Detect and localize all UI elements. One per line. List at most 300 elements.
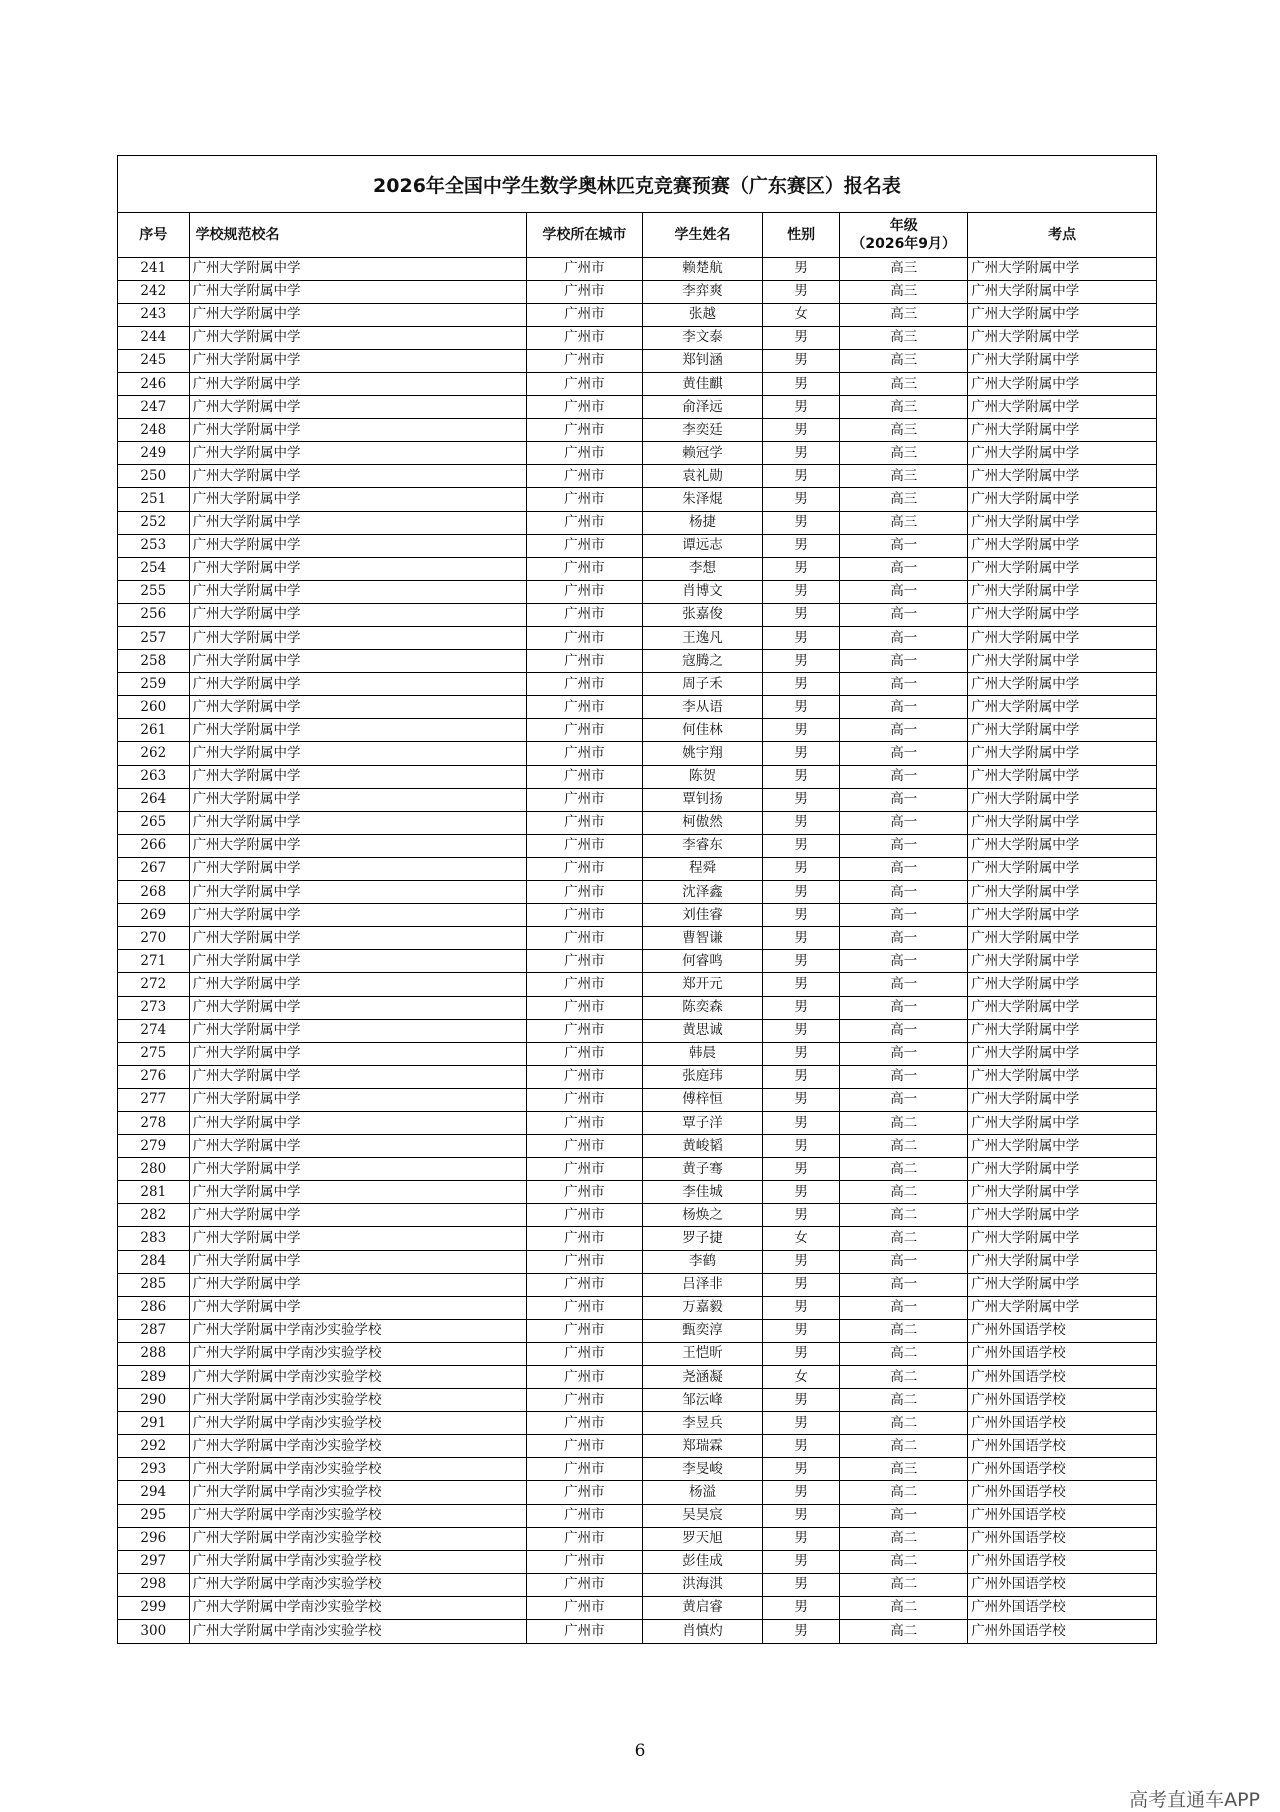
cell-grade: 高一: [840, 673, 968, 696]
cell-grade: 高一: [840, 650, 968, 673]
cell-gender: 男: [763, 1458, 840, 1481]
cell-venue: 广州外国语学校: [968, 1504, 1156, 1527]
table-row: [118, 857, 1156, 880]
cell-grade: 高一: [840, 627, 968, 650]
cell-venue: 广州大学附属中学: [968, 881, 1156, 904]
cell-name: 朱泽焜: [642, 488, 762, 511]
cell-index: 295: [118, 1504, 189, 1527]
table-row: [118, 1273, 1156, 1296]
cell-index: 263: [118, 765, 189, 788]
cell-index: 243: [118, 303, 189, 326]
table-row: [118, 1481, 1156, 1504]
cell-city: 广州市: [526, 1504, 642, 1527]
header-school: 学校规范校名: [189, 213, 526, 257]
cell-city: 广州市: [526, 627, 642, 650]
cell-city: 广州市: [526, 904, 642, 927]
cell-grade: 高一: [840, 857, 968, 880]
table-row: [118, 950, 1156, 973]
cell-grade: 高一: [840, 534, 968, 557]
cell-gender: 男: [763, 1250, 840, 1273]
cell-city: 广州市: [526, 1481, 642, 1504]
cell-name: 沈泽鑫: [642, 881, 762, 904]
cell-index: 270: [118, 927, 189, 950]
table-row: [118, 280, 1156, 303]
cell-index: 283: [118, 1227, 189, 1250]
cell-name: 周子禾: [642, 673, 762, 696]
page-number: 6: [634, 1741, 646, 1761]
cell-venue: 广州外国语学校: [968, 1573, 1156, 1596]
cell-index: 267: [118, 857, 189, 880]
cell-name: 郑钊涵: [642, 349, 762, 372]
table-row: [118, 303, 1156, 326]
cell-city: 广州市: [526, 950, 642, 973]
cell-name: 杨焕之: [642, 1204, 762, 1227]
cell-name: 覃子洋: [642, 1111, 762, 1134]
cell-name: 吕泽非: [642, 1273, 762, 1296]
cell-grade: 高三: [840, 442, 968, 465]
cell-grade: 高三: [840, 372, 968, 395]
cell-name: 黄启睿: [642, 1596, 762, 1619]
cell-name: 傅梓恒: [642, 1088, 762, 1111]
cell-gender: 男: [763, 950, 840, 973]
cell-gender: 男: [763, 1573, 840, 1596]
cell-venue: 广州大学附属中学: [968, 996, 1156, 1019]
cell-venue: 广州大学附属中学: [968, 811, 1156, 834]
header-index: 序号: [118, 213, 189, 257]
cell-name: 王逸凡: [642, 627, 762, 650]
cell-school: 广州大学附属中学南沙实验学校: [189, 1412, 526, 1435]
table-row: [118, 326, 1156, 349]
cell-gender: 男: [763, 1088, 840, 1111]
cell-city: 广州市: [526, 650, 642, 673]
cell-city: 广州市: [526, 326, 642, 349]
cell-index: 293: [118, 1458, 189, 1481]
table-row: [118, 1550, 1156, 1573]
cell-grade: 高二: [840, 1342, 968, 1365]
cell-city: 广州市: [526, 811, 642, 834]
cell-school: 广州大学附属中学: [189, 996, 526, 1019]
cell-name: 李从语: [642, 696, 762, 719]
header-grade-line1: 年级: [889, 217, 918, 234]
cell-city: 广州市: [526, 442, 642, 465]
cell-grade: 高一: [840, 1504, 968, 1527]
table-row: [118, 1042, 1156, 1065]
cell-grade: 高二: [840, 1389, 968, 1412]
cell-city: 广州市: [526, 1412, 642, 1435]
cell-grade: 高一: [840, 1019, 968, 1042]
cell-gender: 男: [763, 1435, 840, 1458]
table-row: [118, 996, 1156, 1019]
cell-grade: 高一: [840, 834, 968, 857]
header-city: 学校所在城市: [526, 213, 642, 257]
cell-name: 李昱兵: [642, 1412, 762, 1435]
cell-city: 广州市: [526, 511, 642, 534]
cell-gender: 男: [763, 1342, 840, 1365]
cell-gender: 男: [763, 765, 840, 788]
cell-gender: 男: [763, 1111, 840, 1134]
cell-name: 曹智谦: [642, 927, 762, 950]
cell-venue: 广州外国语学校: [968, 1458, 1156, 1481]
table-row: [118, 696, 1156, 719]
cell-grade: 高一: [840, 881, 968, 904]
cell-school: 广州大学附属中学: [189, 719, 526, 742]
cell-name: 陈贺: [642, 765, 762, 788]
cell-name: 李想: [642, 557, 762, 580]
cell-grade: 高二: [840, 1435, 968, 1458]
cell-index: 289: [118, 1366, 189, 1389]
cell-venue: 广州大学附属中学: [968, 580, 1156, 603]
table-row: [118, 1620, 1156, 1643]
cell-school: 广州大学附属中学: [189, 1250, 526, 1273]
table-row: [118, 349, 1156, 372]
cell-city: 广州市: [526, 1389, 642, 1412]
cell-name: 罗天旭: [642, 1527, 762, 1550]
cell-name: 李文泰: [642, 326, 762, 349]
cell-grade: 高二: [840, 1550, 968, 1573]
cell-grade: 高三: [840, 511, 968, 534]
cell-venue: 广州大学附属中学: [968, 950, 1156, 973]
cell-school: 广州大学附属中学: [189, 257, 526, 280]
cell-index: 253: [118, 534, 189, 557]
cell-name: 杨溢: [642, 1481, 762, 1504]
cell-venue: 广州大学附属中学: [968, 280, 1156, 303]
cell-school: 广州大学附属中学: [189, 534, 526, 557]
cell-index: 250: [118, 465, 189, 488]
cell-index: 297: [118, 1550, 189, 1573]
cell-grade: 高二: [840, 1181, 968, 1204]
cell-school: 广州大学附属中学: [189, 326, 526, 349]
cell-school: 广州大学附属中学: [189, 511, 526, 534]
cell-city: 广州市: [526, 349, 642, 372]
cell-index: 280: [118, 1158, 189, 1181]
cell-venue: 广州大学附属中学: [968, 396, 1156, 419]
cell-venue: 广州大学附属中学: [968, 1227, 1156, 1250]
cell-school: 广州大学附属中学南沙实验学校: [189, 1342, 526, 1365]
cell-school: 广州大学附属中学: [189, 488, 526, 511]
cell-gender: 男: [763, 834, 840, 857]
cell-city: 广州市: [526, 927, 642, 950]
cell-city: 广州市: [526, 488, 642, 511]
table-row: [118, 927, 1156, 950]
cell-grade: 高三: [840, 257, 968, 280]
cell-index: 279: [118, 1135, 189, 1158]
cell-venue: 广州大学附属中学: [968, 788, 1156, 811]
cell-grade: 高三: [840, 488, 968, 511]
cell-city: 广州市: [526, 1250, 642, 1273]
cell-school: 广州大学附属中学: [189, 1088, 526, 1111]
cell-gender: 男: [763, 557, 840, 580]
cell-city: 广州市: [526, 857, 642, 880]
cell-grade: 高二: [840, 1135, 968, 1158]
table-row: [118, 1065, 1156, 1088]
cell-venue: 广州大学附属中学: [968, 257, 1156, 280]
cell-index: 285: [118, 1273, 189, 1296]
cell-index: 273: [118, 996, 189, 1019]
cell-gender: 男: [763, 534, 840, 557]
cell-name: 赖楚航: [642, 257, 762, 280]
cell-gender: 男: [763, 1620, 840, 1643]
cell-school: 广州大学附属中学南沙实验学校: [189, 1366, 526, 1389]
cell-school: 广州大学附属中学: [189, 1111, 526, 1134]
cell-gender: 男: [763, 396, 840, 419]
table-row: [118, 1227, 1156, 1250]
cell-school: 广州大学附属中学南沙实验学校: [189, 1620, 526, 1643]
cell-index: 278: [118, 1111, 189, 1134]
cell-grade: 高三: [840, 349, 968, 372]
cell-name: 寇腾之: [642, 650, 762, 673]
cell-index: 260: [118, 696, 189, 719]
table-row: [118, 1204, 1156, 1227]
cell-venue: 广州外国语学校: [968, 1412, 1156, 1435]
cell-school: 广州大学附属中学: [189, 742, 526, 765]
cell-index: 251: [118, 488, 189, 511]
watermark: 高考直通车APP: [1129, 1789, 1260, 1811]
cell-gender: 男: [763, 1019, 840, 1042]
cell-index: 268: [118, 881, 189, 904]
table-row: [118, 1135, 1156, 1158]
cell-name: 程舜: [642, 857, 762, 880]
table-row: [118, 1019, 1156, 1042]
table-row: [118, 396, 1156, 419]
cell-name: 陈奕森: [642, 996, 762, 1019]
cell-index: 252: [118, 511, 189, 534]
table-row: [118, 442, 1156, 465]
table-header-row: [118, 213, 1156, 257]
cell-index: 254: [118, 557, 189, 580]
cell-grade: 高三: [840, 396, 968, 419]
cell-school: 广州大学附属中学: [189, 1296, 526, 1319]
cell-index: 255: [118, 580, 189, 603]
table-row: [118, 881, 1156, 904]
cell-gender: 女: [763, 1366, 840, 1389]
cell-venue: 广州大学附属中学: [968, 1204, 1156, 1227]
cell-city: 广州市: [526, 1135, 642, 1158]
cell-gender: 男: [763, 603, 840, 626]
cell-venue: 广州外国语学校: [968, 1481, 1156, 1504]
cell-gender: 男: [763, 1527, 840, 1550]
cell-name: 尧涵凝: [642, 1366, 762, 1389]
cell-name: 柯傲然: [642, 811, 762, 834]
cell-index: 281: [118, 1181, 189, 1204]
cell-name: 王恺昕: [642, 1342, 762, 1365]
cell-index: 277: [118, 1088, 189, 1111]
table-row: [118, 1527, 1156, 1550]
cell-school: 广州大学附属中学: [189, 627, 526, 650]
cell-index: 262: [118, 742, 189, 765]
cell-grade: 高二: [840, 1620, 968, 1643]
cell-index: 298: [118, 1573, 189, 1596]
cell-gender: 男: [763, 1158, 840, 1181]
cell-venue: 广州大学附属中学: [968, 1250, 1156, 1273]
cell-venue: 广州大学附属中学: [968, 927, 1156, 950]
cell-index: 272: [118, 973, 189, 996]
table-row: [118, 511, 1156, 534]
cell-name: 肖博文: [642, 580, 762, 603]
cell-venue: 广州大学附属中学: [968, 1065, 1156, 1088]
cell-index: 257: [118, 627, 189, 650]
cell-index: 241: [118, 257, 189, 280]
table-row: [118, 419, 1156, 442]
cell-grade: 高一: [840, 973, 968, 996]
cell-school: 广州大学附属中学: [189, 650, 526, 673]
cell-city: 广州市: [526, 257, 642, 280]
cell-school: 广州大学附属中学: [189, 419, 526, 442]
table-row: [118, 1111, 1156, 1134]
cell-gender: 男: [763, 372, 840, 395]
cell-city: 广州市: [526, 1111, 642, 1134]
cell-name: 肖慎灼: [642, 1620, 762, 1643]
cell-gender: 男: [763, 696, 840, 719]
table-row: [118, 1389, 1156, 1412]
cell-index: 299: [118, 1596, 189, 1619]
cell-city: 广州市: [526, 696, 642, 719]
cell-grade: 高一: [840, 1273, 968, 1296]
cell-venue: 广州大学附属中学: [968, 557, 1156, 580]
cell-name: 杨捷: [642, 511, 762, 534]
cell-grade: 高一: [840, 1065, 968, 1088]
cell-school: 广州大学附属中学: [189, 557, 526, 580]
cell-gender: 男: [763, 1181, 840, 1204]
cell-venue: 广州大学附属中学: [968, 1135, 1156, 1158]
cell-name: 刘佳睿: [642, 904, 762, 927]
cell-venue: 广州外国语学校: [968, 1389, 1156, 1412]
cell-grade: 高一: [840, 580, 968, 603]
cell-venue: 广州外国语学校: [968, 1550, 1156, 1573]
cell-name: 李睿东: [642, 834, 762, 857]
table-row: [118, 719, 1156, 742]
table-row: [118, 1319, 1156, 1342]
cell-name: 俞泽远: [642, 396, 762, 419]
cell-city: 广州市: [526, 280, 642, 303]
cell-name: 甄奕淳: [642, 1319, 762, 1342]
cell-name: 黄子骞: [642, 1158, 762, 1181]
cell-city: 广州市: [526, 1227, 642, 1250]
cell-name: 袁礼勋: [642, 465, 762, 488]
cell-gender: 男: [763, 673, 840, 696]
cell-venue: 广州大学附属中学: [968, 1019, 1156, 1042]
cell-name: 郑开元: [642, 973, 762, 996]
table-row: [118, 1296, 1156, 1319]
cell-gender: 男: [763, 1389, 840, 1412]
cell-city: 广州市: [526, 1342, 642, 1365]
cell-index: 294: [118, 1481, 189, 1504]
cell-gender: 男: [763, 488, 840, 511]
cell-school: 广州大学附属中学: [189, 465, 526, 488]
cell-index: 261: [118, 719, 189, 742]
cell-grade: 高二: [840, 1481, 968, 1504]
cell-school: 广州大学附属中学南沙实验学校: [189, 1596, 526, 1619]
cell-venue: 广州大学附属中学: [968, 627, 1156, 650]
cell-name: 李鹤: [642, 1250, 762, 1273]
cell-gender: 男: [763, 1319, 840, 1342]
cell-index: 300: [118, 1620, 189, 1643]
table-row: [118, 372, 1156, 395]
table-row: [118, 1342, 1156, 1365]
cell-venue: 广州外国语学校: [968, 1435, 1156, 1458]
cell-school: 广州大学附属中学: [189, 673, 526, 696]
cell-name: 黄思诚: [642, 1019, 762, 1042]
cell-city: 广州市: [526, 1366, 642, 1389]
cell-school: 广州大学附属中学: [189, 1158, 526, 1181]
cell-school: 广州大学附属中学: [189, 811, 526, 834]
cell-index: 274: [118, 1019, 189, 1042]
cell-city: 广州市: [526, 1158, 642, 1181]
cell-index: 269: [118, 904, 189, 927]
cell-venue: 广州大学附属中学: [968, 673, 1156, 696]
registration-table: [118, 213, 1156, 1643]
cell-gender: 男: [763, 788, 840, 811]
cell-venue: 广州大学附属中学: [968, 904, 1156, 927]
cell-city: 广州市: [526, 1204, 642, 1227]
cell-school: 广州大学附属中学: [189, 1227, 526, 1250]
cell-index: 244: [118, 326, 189, 349]
cell-grade: 高二: [840, 1412, 968, 1435]
cell-grade: 高一: [840, 904, 968, 927]
cell-venue: 广州大学附属中学: [968, 603, 1156, 626]
cell-school: 广州大学附属中学: [189, 904, 526, 927]
cell-city: 广州市: [526, 303, 642, 326]
cell-gender: 男: [763, 1412, 840, 1435]
cell-index: 284: [118, 1250, 189, 1273]
table-row: [118, 627, 1156, 650]
cell-name: 黄峻韬: [642, 1135, 762, 1158]
cell-city: 广州市: [526, 534, 642, 557]
table-row: [118, 1504, 1156, 1527]
cell-city: 广州市: [526, 1273, 642, 1296]
cell-grade: 高一: [840, 811, 968, 834]
cell-index: 292: [118, 1435, 189, 1458]
cell-city: 广州市: [526, 1573, 642, 1596]
cell-city: 广州市: [526, 603, 642, 626]
cell-grade: 高一: [840, 1042, 968, 1065]
cell-name: 韩晨: [642, 1042, 762, 1065]
cell-school: 广州大学附属中学: [189, 1181, 526, 1204]
cell-gender: 男: [763, 442, 840, 465]
cell-venue: 广州大学附属中学: [968, 1158, 1156, 1181]
table-row: [118, 788, 1156, 811]
table-row: [118, 1596, 1156, 1619]
cell-school: 广州大学附属中学南沙实验学校: [189, 1458, 526, 1481]
cell-index: 249: [118, 442, 189, 465]
cell-index: 265: [118, 811, 189, 834]
cell-city: 广州市: [526, 742, 642, 765]
cell-school: 广州大学附属中学: [189, 1065, 526, 1088]
cell-venue: 广州大学附属中学: [968, 1181, 1156, 1204]
cell-grade: 高一: [840, 1088, 968, 1111]
cell-gender: 男: [763, 1135, 840, 1158]
cell-grade: 高一: [840, 765, 968, 788]
cell-city: 广州市: [526, 1181, 642, 1204]
cell-name: 何佳林: [642, 719, 762, 742]
cell-grade: 高一: [840, 950, 968, 973]
cell-school: 广州大学附属中学: [189, 349, 526, 372]
cell-school: 广州大学附属中学南沙实验学校: [189, 1435, 526, 1458]
cell-grade: 高一: [840, 788, 968, 811]
cell-venue: 广州外国语学校: [968, 1596, 1156, 1619]
cell-grade: 高二: [840, 1111, 968, 1134]
cell-venue: 广州大学附属中学: [968, 857, 1156, 880]
table-row: [118, 1250, 1156, 1273]
cell-name: 李弈爽: [642, 280, 762, 303]
cell-school: 广州大学附属中学: [189, 1042, 526, 1065]
cell-gender: 男: [763, 465, 840, 488]
cell-gender: 男: [763, 996, 840, 1019]
cell-city: 广州市: [526, 419, 642, 442]
cell-gender: 男: [763, 280, 840, 303]
cell-gender: 女: [763, 1227, 840, 1250]
cell-name: 邹沄峰: [642, 1389, 762, 1412]
cell-school: 广州大学附属中学: [189, 950, 526, 973]
